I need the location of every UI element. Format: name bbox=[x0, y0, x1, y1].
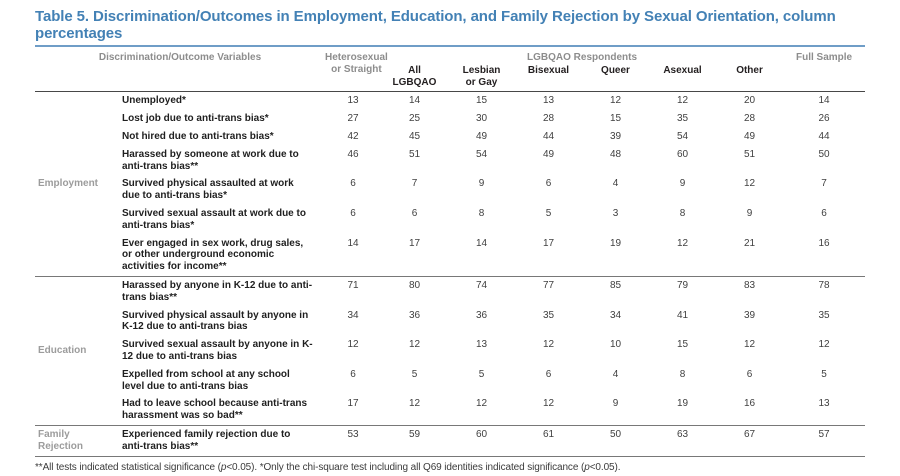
value-cell: 6 bbox=[350, 368, 356, 380]
value-cell: 14 bbox=[818, 95, 830, 107]
value-cell: 60 bbox=[676, 148, 689, 160]
table-header bbox=[35, 48, 865, 92]
value-cell: 12 bbox=[347, 339, 359, 351]
value-cell: 12 bbox=[408, 339, 421, 351]
variable-cell: Had to leave school because anti-trans harassment was so bad** bbox=[122, 398, 308, 422]
value-cell: 35 bbox=[542, 309, 555, 321]
value-cell: 48 bbox=[609, 148, 622, 160]
value-cell: 6 bbox=[350, 207, 356, 219]
table-row bbox=[35, 128, 865, 146]
table-row bbox=[35, 307, 865, 337]
value-cell: 6 bbox=[545, 178, 552, 190]
variable-cell: Expelled from school at any school level due to anti-trans bias bbox=[122, 368, 290, 392]
value-cell: 44 bbox=[542, 130, 555, 142]
value-cell: 51 bbox=[743, 148, 756, 160]
variable-cell: Survived physical assaulted at work due to anti-trans bias* bbox=[122, 178, 294, 202]
value-cell: 27 bbox=[347, 113, 359, 125]
table-row bbox=[35, 110, 865, 128]
variable-cell: Unemployed* bbox=[122, 95, 186, 107]
table-row bbox=[35, 336, 865, 366]
value-cell: 6 bbox=[411, 207, 418, 219]
value-cell: 17 bbox=[542, 237, 555, 249]
value-cell: 19 bbox=[676, 398, 689, 410]
value-cell: 28 bbox=[542, 113, 555, 125]
value-cell: 30 bbox=[475, 113, 488, 125]
section-employment bbox=[35, 92, 865, 277]
value-cell: 16 bbox=[818, 237, 830, 249]
table-row bbox=[35, 146, 865, 176]
col-header-bisexual-label: Bisexual bbox=[527, 64, 570, 76]
col-header-other-label: Other bbox=[736, 64, 763, 76]
col-header-full-sample: Full Sample bbox=[795, 52, 853, 63]
value-cell: 17 bbox=[347, 398, 359, 410]
col-header-other bbox=[716, 64, 783, 92]
value-cell: 4 bbox=[612, 178, 619, 190]
value-cell: 5 bbox=[821, 368, 827, 380]
value-cell: 13 bbox=[542, 95, 555, 107]
footnote-text: **All tests indicated statistical significance (p<0.05). *Only the chi-square test including all Q69 identities indicated significance (p<0.05). bbox=[35, 461, 621, 473]
variable-cell: Harassed by someone at work due to anti-trans bias** bbox=[122, 148, 299, 172]
value-cell: 12 bbox=[743, 339, 756, 351]
value-cell: 25 bbox=[408, 113, 421, 125]
value-cell: 36 bbox=[408, 309, 421, 321]
value-cell: 6 bbox=[746, 368, 753, 380]
section-label: Education bbox=[38, 345, 87, 357]
value-cell: 8 bbox=[478, 207, 485, 219]
value-cell: 13 bbox=[347, 95, 359, 107]
value-cell: 39 bbox=[743, 309, 756, 321]
value-cell: 12 bbox=[609, 95, 622, 107]
value-cell: 7 bbox=[821, 178, 827, 190]
value-cell: 12 bbox=[542, 398, 555, 410]
value-cell: 41 bbox=[676, 309, 689, 321]
value-cell: 9 bbox=[746, 207, 753, 219]
value-cell: 79 bbox=[676, 279, 689, 291]
value-cell: 42 bbox=[347, 130, 359, 142]
value-cell: 71 bbox=[347, 279, 359, 291]
value-cell: 12 bbox=[676, 95, 689, 107]
value-cell: 14 bbox=[408, 95, 421, 107]
table-row bbox=[35, 92, 865, 110]
value-cell: 15 bbox=[475, 95, 488, 107]
variable-cell: Survived sexual assault by anyone in K-12 due to anti-trans bias bbox=[122, 339, 313, 362]
value-cell: 12 bbox=[676, 237, 689, 249]
value-cell: 8 bbox=[679, 368, 686, 380]
table-row bbox=[35, 205, 865, 235]
col-header-heterosexual-label: Heterosexual or Straight bbox=[325, 52, 388, 75]
col-header-lgbqao-respondents: LGBQAO Respondents bbox=[527, 52, 638, 63]
section-label: Employment bbox=[38, 178, 99, 190]
value-cell: 3 bbox=[612, 207, 619, 219]
value-cell: 6 bbox=[350, 178, 356, 190]
value-cell: 63 bbox=[676, 428, 689, 440]
value-cell: 83 bbox=[743, 279, 756, 291]
value-cell: 80 bbox=[408, 279, 421, 291]
table-title: Table 5. Discrimination/Outcomes in Employment, Education, and Family Rejection by Sexual Orientation, column percentages bbox=[35, 8, 865, 47]
table-row bbox=[35, 175, 865, 205]
value-cell: 36 bbox=[475, 309, 488, 321]
variable-cell: Harassed by anyone in K-12 due to anti-trans bias** bbox=[122, 279, 313, 303]
variable-cell: Survived physical assault by anyone in K-12 due to anti-trans bias bbox=[122, 309, 309, 333]
table-row bbox=[35, 366, 865, 396]
value-cell: 35 bbox=[676, 113, 689, 125]
variable-cell: Survived sexual assault at work due to anti-trans bias* bbox=[122, 207, 306, 231]
value-cell: 12 bbox=[408, 398, 421, 410]
variable-cell: Lost job due to anti-trans bias* bbox=[122, 113, 269, 125]
value-cell: 5 bbox=[411, 368, 418, 380]
table-row bbox=[35, 395, 865, 425]
value-cell: 14 bbox=[475, 237, 488, 249]
table-row bbox=[35, 425, 865, 456]
value-cell: 54 bbox=[676, 130, 689, 142]
section-family-rejection bbox=[35, 425, 865, 456]
col-header-asexual bbox=[649, 64, 716, 92]
col-header-bisexual bbox=[515, 64, 582, 92]
value-cell: 6 bbox=[821, 207, 827, 219]
value-cell: 5 bbox=[478, 368, 485, 380]
col-header-heterosexual bbox=[325, 48, 388, 92]
header-row-top bbox=[35, 48, 865, 64]
value-cell: 67 bbox=[743, 428, 756, 440]
value-cell: 44 bbox=[818, 130, 830, 142]
value-cell: 28 bbox=[743, 113, 756, 125]
value-cell: 49 bbox=[743, 130, 756, 142]
value-cell: 74 bbox=[475, 279, 488, 291]
value-cell: 39 bbox=[609, 130, 622, 142]
value-cell: 12 bbox=[818, 339, 830, 351]
variable-cell: Ever engaged in sex work, drug sales, or other underground economic activities for income** bbox=[122, 237, 304, 273]
value-cell: 60 bbox=[475, 428, 488, 440]
value-cell: 14 bbox=[347, 237, 359, 249]
col-header-asexual-label: Asexual bbox=[663, 64, 702, 76]
value-cell: 7 bbox=[411, 178, 418, 190]
value-cell: 59 bbox=[408, 428, 421, 440]
value-cell: 49 bbox=[475, 130, 488, 142]
value-cell: 57 bbox=[818, 428, 830, 440]
variable-cell: Experienced family rejection due to anti-trans bias** bbox=[122, 428, 291, 452]
value-cell: 45 bbox=[408, 130, 421, 142]
value-cell: 61 bbox=[542, 428, 555, 440]
value-cell: 53 bbox=[347, 428, 359, 440]
value-cell: 77 bbox=[542, 279, 555, 291]
value-cell: 4 bbox=[612, 368, 619, 380]
value-cell: 78 bbox=[818, 279, 830, 291]
value-cell: 15 bbox=[676, 339, 689, 351]
value-cell: 51 bbox=[408, 148, 421, 160]
col-header-queer-label: Queer bbox=[601, 64, 630, 76]
value-cell: 85 bbox=[609, 279, 622, 291]
value-cell: 34 bbox=[347, 309, 359, 321]
value-cell: 13 bbox=[475, 339, 488, 351]
value-cell: 46 bbox=[347, 148, 359, 160]
value-cell: 12 bbox=[542, 339, 555, 351]
value-cell: 6 bbox=[545, 368, 552, 380]
section-education bbox=[35, 276, 865, 425]
value-cell: 9 bbox=[612, 398, 619, 410]
value-cell: 12 bbox=[475, 398, 488, 410]
variable-cell: Not hired due to anti-trans bias* bbox=[122, 130, 274, 142]
value-cell: 9 bbox=[679, 178, 686, 190]
value-cell: 15 bbox=[609, 113, 622, 125]
col-header-variables: Discrimination/Outcome Variables bbox=[98, 52, 262, 63]
value-cell: 10 bbox=[609, 339, 622, 351]
col-header-all-lgbqao bbox=[381, 64, 448, 92]
col-header-queer bbox=[582, 64, 649, 92]
table-row bbox=[35, 235, 865, 277]
value-cell: 16 bbox=[743, 398, 756, 410]
value-cell: 5 bbox=[545, 207, 552, 219]
value-cell: 34 bbox=[609, 309, 622, 321]
value-cell: 21 bbox=[743, 237, 756, 249]
value-cell: 35 bbox=[818, 309, 830, 321]
value-cell: 17 bbox=[408, 237, 421, 249]
value-cell: 54 bbox=[475, 148, 488, 160]
value-cell: 8 bbox=[679, 207, 686, 219]
value-cell: 50 bbox=[609, 428, 622, 440]
col-header-all-lgbqao-label: All LGBQAO bbox=[392, 64, 437, 88]
outcomes-table bbox=[35, 48, 865, 457]
value-cell: 26 bbox=[818, 113, 830, 125]
col-header-lesbian-or-gay bbox=[448, 64, 515, 92]
value-cell: 20 bbox=[743, 95, 756, 107]
section-label: Family Rejection bbox=[38, 428, 84, 452]
value-cell: 19 bbox=[609, 237, 622, 249]
value-cell: 50 bbox=[818, 148, 830, 160]
value-cell: 13 bbox=[818, 398, 830, 410]
table-row bbox=[35, 276, 865, 306]
value-cell: 12 bbox=[743, 178, 756, 190]
col-header-lesbian-or-gay-label: Lesbian or Gay bbox=[462, 64, 501, 88]
value-cell: 49 bbox=[542, 148, 555, 160]
value-cell: 9 bbox=[478, 178, 485, 190]
